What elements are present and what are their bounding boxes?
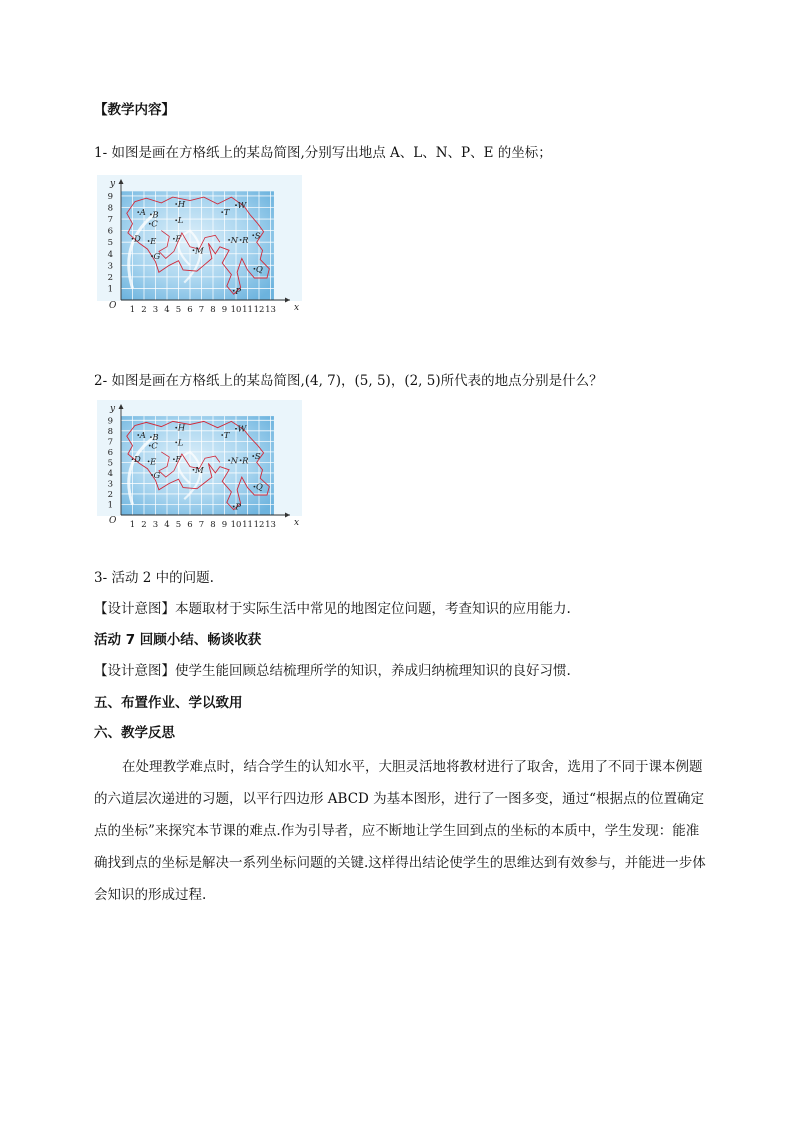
origin-label: O [109,301,117,311]
y-tick-label: 1 [107,500,113,511]
x-tick-label: 6 [187,520,193,530]
x-tick-label: 10 [230,520,242,530]
x-tick-label: 4 [164,520,170,530]
map-point-label: Q [255,482,263,493]
map-point-label: F [175,455,182,466]
map-point-label: Q [255,264,263,275]
y-tick-label: 6 [107,447,113,458]
section-title: 【教学内容】 [94,102,175,118]
y-tick-label: 3 [107,479,113,490]
x-tick-label: 11 [242,305,253,315]
map-point-label: R [242,456,249,467]
island-map-2 [97,400,302,535]
map-point-label: D [134,455,141,466]
y-tick-label: 5 [107,238,113,249]
map-point-label: M [194,246,204,257]
map-point-label: M [194,465,204,476]
map-point-label: N [230,456,239,467]
map-point-label: T [223,431,230,442]
x-tick-label: 5 [175,520,182,530]
origin-label: O [109,516,117,526]
map-point-label: E [150,457,157,468]
map-point-label: W [237,201,247,212]
x-tick-label: 4 [164,305,170,315]
map-point-label: L [177,438,184,449]
y-tick-label: 9 [107,416,113,427]
y-tick-label: 1 [107,284,113,295]
map-point-label: T [223,208,230,219]
map-point-label: A [139,431,146,442]
y-tick-label: 4 [107,468,113,479]
x-tick-label: 9 [221,305,228,315]
design-intent-2: 【设计意图】使学生能回顾总结梳理所学的知识，养成归纳梳理知识的良好习惯. [94,663,571,679]
x-tick-label: 7 [198,520,205,530]
x-tick-label: 3 [152,520,159,530]
reflection-paragraph [94,751,708,911]
x-tick-label: 12 [253,305,265,315]
map-point-label: C [151,441,158,452]
map-point-label: N [230,235,239,246]
x-tick-label: 11 [242,520,253,530]
map-point-label: H [177,423,186,434]
x-tick-label: 10 [230,305,242,315]
map-point-label: G [153,471,161,482]
y-axis-label: y [110,404,116,414]
map-point-label: G [153,252,161,263]
question-3: 3- 活动 2 中的问题. [94,570,214,586]
x-tick-label: 3 [152,305,159,315]
section-6-heading: 六、教学反思 [94,725,175,741]
y-tick-label: 7 [107,437,113,448]
y-tick-label: 9 [107,191,113,202]
design-intent-1: 【设计意图】本题取材于实际生活中常见的地图定位问题，考查知识的应用能力. [94,601,571,617]
x-axis-label: x [294,303,300,313]
x-tick-label: 13 [265,305,276,315]
y-tick-label: 3 [107,261,113,272]
y-tick-label: 5 [107,458,113,469]
y-tick-label: 8 [107,426,113,437]
x-tick-label: 12 [253,520,265,530]
x-tick-label: 1 [129,305,136,315]
map-point-label: B [152,433,159,444]
island-map-svg [97,400,302,535]
x-tick-label: 5 [175,305,182,315]
map-point-label: W [237,424,247,435]
map-point-label: S [254,231,261,242]
x-tick-label: 2 [141,520,147,530]
map-point-label: P [235,502,241,513]
question-2: 2- 如图是画在方格纸上的某岛简图,(4, 7)，(5, 5)，(2, 5)所代表的地点分别是什么？ [94,373,603,389]
map-point-label: D [134,234,141,245]
map-point-label: A [139,208,146,219]
map-point-label: B [152,210,159,221]
map-point-label: E [150,237,157,248]
question-1: 1- 如图是画在方格纸上的某岛简图,分别写出地点 A、L、N、P、E 的坐标； [94,145,552,161]
y-tick-label: 6 [107,226,113,237]
y-tick-label: 2 [107,272,113,283]
x-tick-label: 1 [129,520,136,530]
map-point-label: R [242,235,249,246]
x-tick-label: 8 [210,305,216,315]
x-tick-label: 2 [141,305,147,315]
island-map-svg [97,175,302,320]
map-point-label: L [177,216,184,227]
reflection-text: 在处理教学难点时，结合学生的认知水平，大胆灵活地将教材进行了取舍，选用了不同于课本例题的六道层次递进的习题，以平行四边形 ABCD 为基本图形，进行了一图多变，通过“根据点的位置确定点的坐标”来探究本节课的难点.作为引导者，应不断地让学生回到点的坐标的本质中，学生发现：能准确找到点的坐标是解决一系列坐标问题的关键.这样得出结论使学生的思维达到有效参与，并能进一步体会知识的形成过程. [94,759,706,903]
section-5-heading: 五、布置作业、学以致用 [94,695,243,711]
y-tick-label: 7 [107,215,113,226]
x-tick-label: 9 [221,520,228,530]
map-point-label: P [235,286,241,297]
x-axis-label: x [294,518,300,528]
x-tick-label: 13 [265,520,276,530]
y-tick-label: 8 [107,203,113,214]
y-tick-label: 2 [107,489,113,500]
island-map-1 [97,175,302,320]
map-point-label: C [151,219,158,230]
activity-7-heading: 活动 7 回顾小结、畅谈收获 [94,632,262,648]
y-tick-label: 4 [107,249,113,260]
x-tick-label: 6 [187,305,193,315]
x-tick-label: 8 [210,520,216,530]
map-point-label: F [175,234,182,245]
y-axis-label: y [110,179,116,189]
map-point-label: S [254,452,261,463]
map-point-label: H [177,200,186,211]
x-tick-label: 7 [198,305,205,315]
